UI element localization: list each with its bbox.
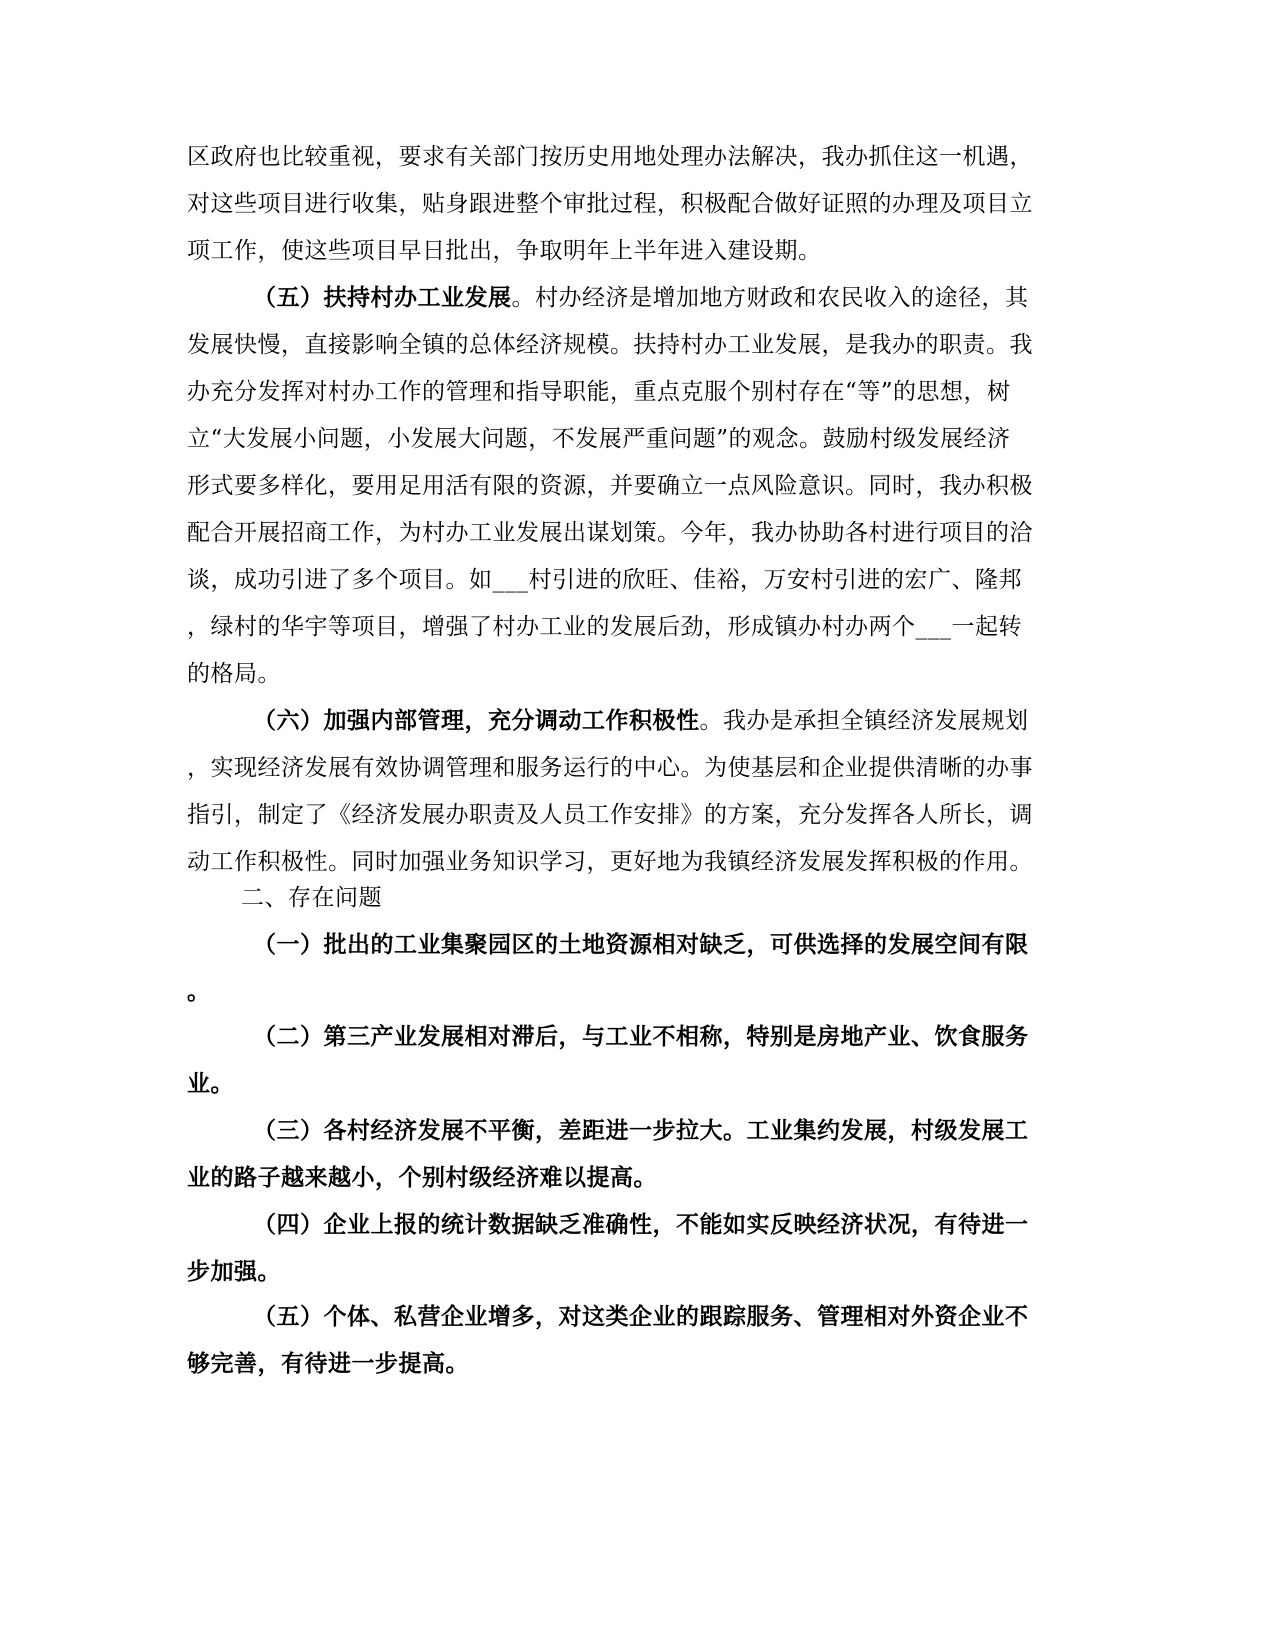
text-line: 形式要多样化，要用足用活有限的资源，并要确立一点风险意识。同时，我办积极 xyxy=(187,473,1033,499)
text-line: 项工作，使这些项目早日批出，争取明年上半年进入建设期。 xyxy=(187,238,822,264)
paragraph-text: 。我办是承担全镇经济发展规划 xyxy=(699,708,1029,734)
text-line: 指引，制定了《经济发展办职责及人员工作安排》的方案，充分发挥各人所长，调 xyxy=(187,802,1033,828)
paragraph-heading: （五）扶持村办工业发展 xyxy=(253,284,512,311)
problem-item-line: （四）企业上报的统计数据缺乏准确性，不能如实反映经济状况，有待进一 xyxy=(253,1211,1029,1238)
problem-item-line: 业的路子越来越小，个别村级经济难以提高。 xyxy=(187,1164,657,1191)
problem-item-line: 。 xyxy=(187,978,211,1005)
problem-item-line: 步加强。 xyxy=(187,1258,281,1285)
text-line: 对这些项目进行收集，贴身跟进整个审批过程，积极配合做好证照的办理及项目立 xyxy=(187,191,1033,217)
text-line: 配合开展招商工作，为村办工业发展出谋划策。今年，我办协助各村进行项目的洽 xyxy=(187,520,1033,546)
text-line: 办充分发挥对村办工作的管理和指导职能，重点克服个别村存在“等”的思想，树 xyxy=(187,379,1011,405)
text-line: ，实现经济发展有效协调管理和服务运行的中心。为使基层和企业提供清晰的办事 xyxy=(187,755,1033,781)
problem-item-line: （二）第三产业发展相对滞后，与工业不相称，特别是房地产业、饮食服务 xyxy=(253,1023,1029,1050)
section-title: 二、存在问题 xyxy=(241,885,382,911)
problem-item-line: 业。 xyxy=(187,1070,234,1097)
problem-item-line: （一）批出的工业集聚园区的土地资源相对缺乏，可供选择的发展空间有限 xyxy=(253,931,1029,958)
problem-item-line: （三）各村经济发展不平衡，差距进一步拉大。工业集约发展，村级发展工 xyxy=(253,1117,1029,1144)
paragraph-heading: （六）加强内部管理，充分调动工作积极性 xyxy=(253,707,700,734)
text-line: 动工作积极性。同时加强业务知识学习，更好地为我镇经济发展发挥积极的作用。 xyxy=(187,849,1033,875)
paragraph-first-line xyxy=(253,706,1029,736)
text-line: ，绿村的华宇等项目，增强了村办工业的发展后劲，形成镇办村办两个___一起转 xyxy=(187,614,1022,640)
text-line: 谈，成功引进了多个项目。如___村引进的欣旺、佳裕，万安村引进的宏广、隆邦 xyxy=(187,567,1022,593)
text-line: 区政府也比较重视，要求有关部门按历史用地处理办法解决，我办抓住这一机遇， xyxy=(187,144,1033,170)
paragraph-first-line xyxy=(253,283,1029,313)
text-line: 的格局。 xyxy=(187,661,281,687)
text-line: 立“大发展小问题，小发展大问题，不发展严重问题”的观念。鼓励村级发展经济 xyxy=(187,426,1011,452)
problem-item-line: （五）个体、私营企业增多，对这类企业的跟踪服务、管理相对外资企业不 xyxy=(253,1303,1029,1330)
paragraph-text: 。村办经济是增加地方财政和农民收入的途径，其 xyxy=(511,285,1029,311)
text-line: 发展快慢，直接影响全镇的总体经济规模。扶持村办工业发展，是我办的职责。我 xyxy=(187,332,1033,358)
problem-item-line: 够完善，有待进一步提高。 xyxy=(187,1350,469,1377)
